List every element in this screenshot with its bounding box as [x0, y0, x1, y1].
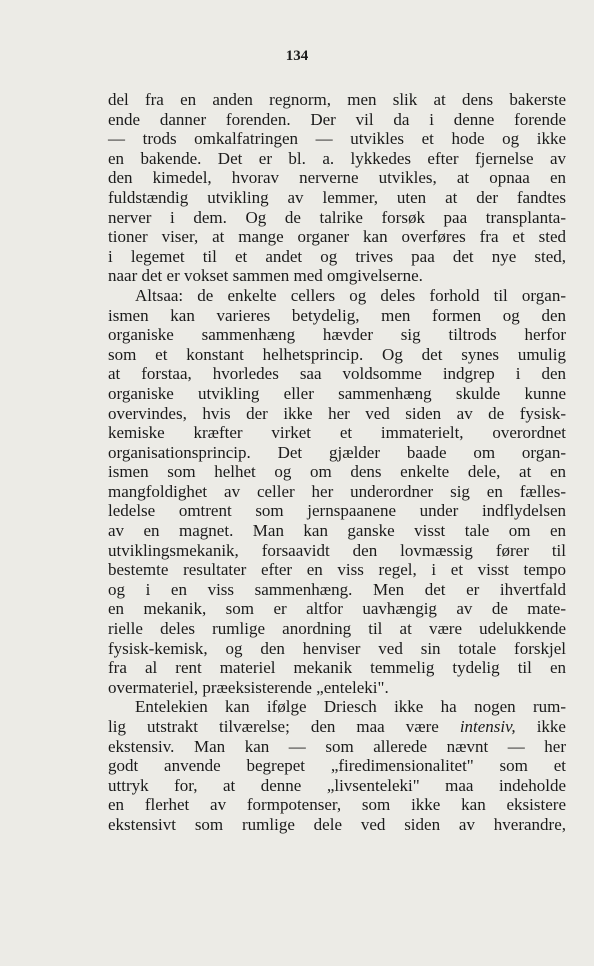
page-number: 134 [285, 48, 309, 64]
text-line: Entelekien kan ifølge Driesch ikke ha nogen rum- [135, 697, 566, 717]
text-line: organiske utvikling eller sammenhæng skulde kunne [108, 383, 566, 403]
text-line: utviklingsmekanik, forsaavidt den lovmæssig fører til [108, 540, 566, 560]
text-line: kemiske kræfter virket et immaterielt, overordnet [108, 423, 566, 443]
text-line: overvindes, hvis der ikke her ved siden av de fysisk- [108, 403, 566, 423]
text-line: ekstensiv. Man kan — som allerede nævnt — her [108, 736, 566, 756]
text-line: som et konstant helhetsprincip. Og det synes umulig [108, 344, 566, 364]
text-segment: lig utstrakt tilværelse; den maa være [108, 717, 460, 736]
text-line: ekstensivt som rumlige dele ved siden av hverandre, [108, 814, 566, 834]
text-line: organisationsprincip. Det gjælder baade om organ- [108, 442, 566, 462]
text-line: ismen som helhet og om dens enkelte dele, at en [108, 462, 566, 482]
text-line-with-emphasis [108, 717, 566, 737]
text-line: fysisk-kemisk, og den henviser ved sin totale forskjel [108, 638, 566, 658]
emphasized-word: intensiv, [459, 717, 516, 736]
text-line: en flerhet av formpotenser, som ikke kan eksistere [108, 795, 566, 815]
text-line: — trods omkalfatringen — utvikles et hode og ikke [108, 129, 566, 149]
text-line: at forstaa, hvorledes saa voldsomme indgrep i den [108, 364, 566, 384]
text-line: den kimedel, hvorav nerverne utvikles, at opnaa en [108, 168, 566, 188]
text-line: i legemet til et andet og trives paa det nye sted, [108, 246, 566, 266]
text-line: av en magnet. Man kan ganske visst tale om en [108, 521, 566, 541]
text-line: uttryk for, at denne „livsenteleki" maa indeholde [108, 775, 566, 795]
text-line: del fra en anden regnorm, men slik at dens bakerste [108, 90, 566, 109]
text-segment: ikke [515, 717, 566, 736]
text-line: fuldstændig utvikling av lemmer, uten at der fandtes [108, 187, 566, 207]
text-line: en bakende. Det er bl. a. lykkedes efter fjernelse av [108, 148, 566, 168]
text-line: ledelse omtrent som jernspaanene under indflydelsen [108, 501, 566, 521]
text-line: godt anvende begrepet „firedimensionalitet" som et [108, 756, 566, 776]
text-line: fra al rent materiel mekanik temmelig tydelig til en [108, 658, 566, 678]
text-line: en mekanik, som er altfor uavhængig av de mate- [108, 599, 566, 619]
text-line: bestemte resultater efter en viss regel, i et visst tempo [108, 560, 566, 580]
body-text [108, 90, 566, 835]
text-line: ende danner forenden. Der vil da i denne forende [108, 109, 566, 129]
text-line: og i en viss sammenhæng. Men det er ihvertfald [108, 579, 566, 599]
text-line: tioner viser, at mange organer kan overføres fra et sted [108, 227, 566, 247]
text-line: mangfoldighet av celler her underordner sig en fælles- [108, 481, 566, 501]
text-line: nerver i dem. Og de talrike forsøk paa transplanta- [108, 207, 566, 227]
text-line: naar det er vokset sammen med omgivelserne. [108, 266, 423, 286]
text-line: ismen kan varieres betydelig, men formen og den [108, 305, 566, 325]
text-line: Altsaa: de enkelte cellers og deles forhold til organ- [135, 285, 566, 305]
text-line: organiske sammenhæng hævder sig tiltrods herfor [108, 325, 566, 345]
text-line: overmateriel, præeksisterende „enteleki". [108, 677, 389, 697]
text-line: rielle deles rumlige anordning til at være udelukkende [108, 619, 566, 639]
